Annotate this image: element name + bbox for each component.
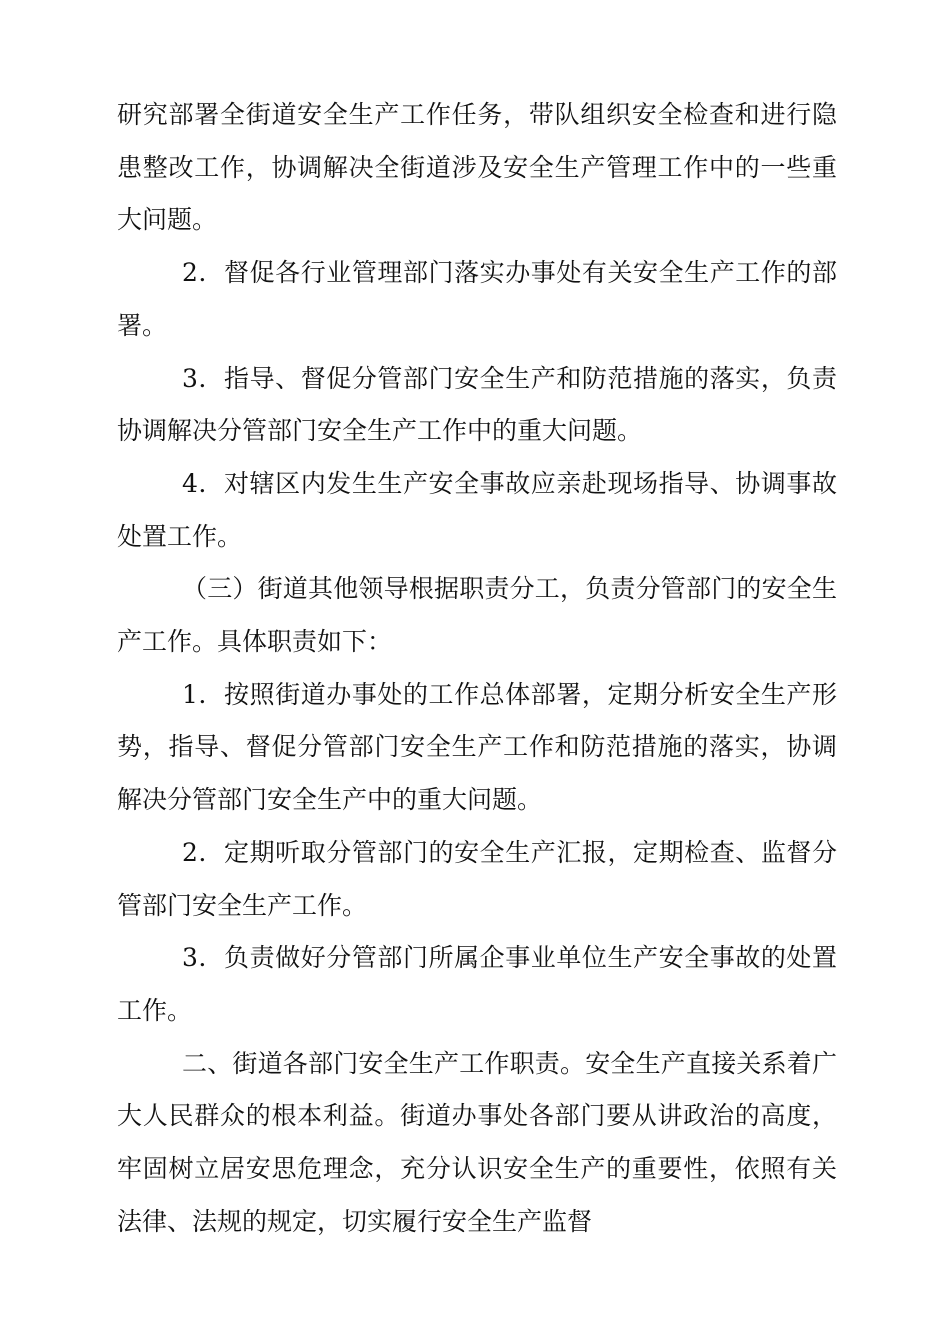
paragraph-3: 3．指导、督促分管部门安全生产和防范措施的落实，负责协调解决分管部门安全生产工作中的重大问题。 <box>117 363 837 446</box>
document-body <box>117 89 837 1248</box>
paragraph-4: 4．对辖区内发生生产安全事故应亲赴现场指导、协调事故处置工作。 <box>117 468 837 551</box>
paragraph-6: 1．按照街道办事处的工作总体部署，定期分析安全生产形势，指导、督促分管部门安全生产工作和防范措施的落实，协调解决分管部门安全生产中的重大问题。 <box>117 679 837 815</box>
paragraph-8: 3．负责做好分管部门所属企事业单位生产安全事故的处置工作。 <box>117 943 837 1025</box>
paragraph-1: 研究部署全街道安全生产工作任务，带队组织安全检查和进行隐患整改工作，协调解决全街道涉及安全生产管理工作中的一些重大问题。 <box>117 100 837 235</box>
paragraph-2: 2．督促各行业管理部门落实办事处有关安全生产工作的部署。 <box>117 258 837 340</box>
paragraph-7: 2．定期听取分管部门的安全生产汇报，定期检查、监督分管部门安全生产工作。 <box>117 837 837 920</box>
paragraph-9: 二、街道各部门安全生产工作职责。安全生产直接关系着广大人民群众的根本利益。街道办事处各部门要从讲政治的高度，牢固树立居安思危理念，充分认识安全生产的重要性，依照有关法律、法规的规定，切实履行安全生产监督 <box>117 1048 837 1236</box>
paragraph-5: （三）街道其他领导根据职责分工，负责分管部门的安全生产工作。具体职责如下： <box>117 574 837 657</box>
